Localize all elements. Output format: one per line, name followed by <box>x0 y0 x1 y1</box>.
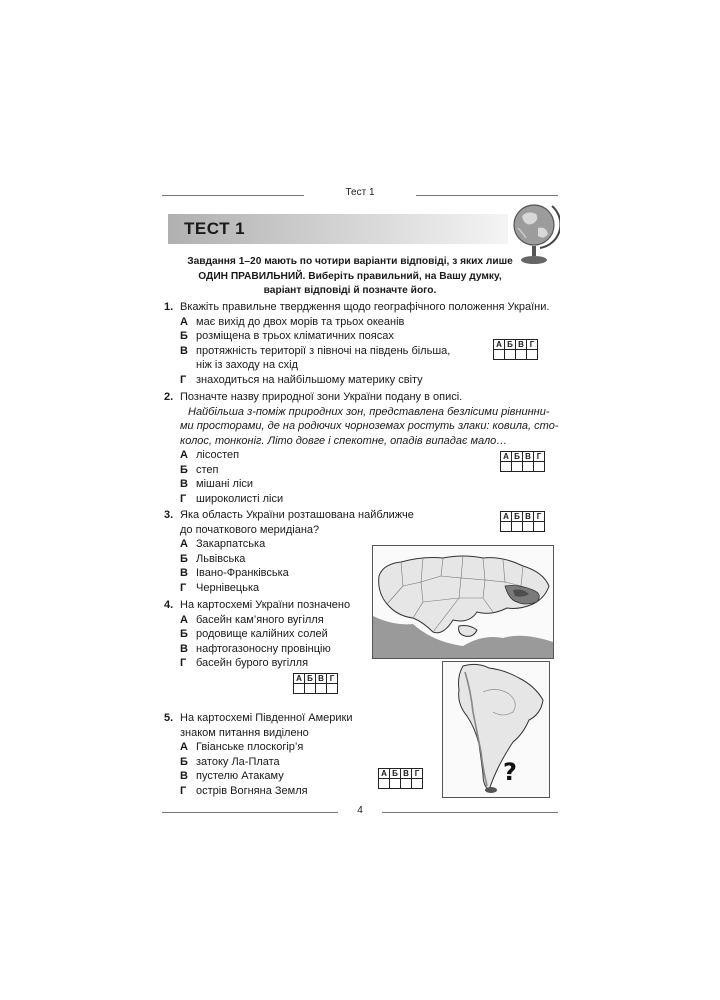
question-number: 5. <box>164 712 174 724</box>
option-letter: А <box>180 449 188 461</box>
option-text: степ <box>196 463 219 476</box>
question-stem: Позначте назву природної зони України подану в описі. <box>180 391 463 403</box>
answer-box[interactable] <box>501 462 512 472</box>
grid-letter: В <box>516 340 527 350</box>
answer-grid-2 <box>500 451 545 472</box>
answer-box[interactable] <box>316 684 327 694</box>
option-d[interactable] <box>180 656 384 671</box>
option-letter: В <box>180 770 188 782</box>
option-letter: Б <box>180 552 188 565</box>
grid-letter: В <box>401 769 412 779</box>
question-stem-line: до початкового меридіана? <box>180 523 320 536</box>
answer-box[interactable] <box>390 779 401 789</box>
option-text: широколисті ліси <box>196 492 284 505</box>
option-letter: В <box>180 567 188 579</box>
grid-letter: Б <box>305 674 316 684</box>
instructions-line-1: Завдання 1–20 мають по чотири варіанти відповіді, з яких лише <box>187 256 513 267</box>
option-letter: Б <box>180 755 188 768</box>
option-text-cont: ніж із заходу на схід <box>196 359 298 371</box>
answer-box[interactable] <box>523 522 534 532</box>
option-letter: Б <box>180 330 188 342</box>
answer-box[interactable] <box>512 522 523 532</box>
grid-letter: В <box>523 452 534 462</box>
option-letter: Г <box>180 784 187 797</box>
question-stem: На картосхемі України позначено <box>180 599 351 611</box>
option-a[interactable] <box>180 315 564 330</box>
grid-letter: Б <box>512 512 523 522</box>
answer-box[interactable] <box>379 779 390 789</box>
header-rule-right <box>416 195 558 196</box>
answer-box[interactable] <box>294 684 305 694</box>
grid-letter: А <box>501 512 512 522</box>
option-text: затоку Ла-Плата <box>196 755 280 768</box>
grid-letter: Б <box>390 769 401 779</box>
answer-grid-4 <box>293 673 338 694</box>
option-letter: Б <box>180 463 188 476</box>
footer-rule-right <box>382 812 558 813</box>
question-number: 4. <box>164 599 174 611</box>
south-america-map <box>442 661 550 798</box>
grid-letter: В <box>523 512 534 522</box>
option-text: має вихід до двох морів та трьох океанів <box>196 315 405 328</box>
grid-letter: Б <box>512 452 523 462</box>
option-text: знаходиться на найбільшому материку світу <box>196 373 423 386</box>
option-text: пустелю Атакаму <box>196 770 284 782</box>
option-text: протяжність території з півночі на південь більша, <box>196 344 451 357</box>
option-text: розміщена в трьох кліматичних поясах <box>196 330 394 342</box>
answer-box[interactable] <box>516 350 527 360</box>
grid-letter: Г <box>534 512 545 522</box>
option-letter: А <box>180 741 188 753</box>
option-b[interactable] <box>180 627 384 642</box>
ukraine-map <box>372 545 554 659</box>
option-a[interactable] <box>180 740 364 755</box>
grid-letter: Г <box>534 452 545 462</box>
answer-box[interactable] <box>505 350 516 360</box>
grid-letter: А <box>494 340 505 350</box>
option-text: басейн бурого вугілля <box>196 657 309 669</box>
option-letter: В <box>180 642 188 655</box>
grid-letter: А <box>379 769 390 779</box>
option-text: острів Вогняна Земля <box>196 784 308 797</box>
answer-grid-3 <box>500 511 545 532</box>
question-2 <box>164 390 564 506</box>
option-c[interactable] <box>180 769 364 784</box>
question-stem-line: Яка область України розташована найближче <box>180 509 414 521</box>
answer-box[interactable] <box>512 462 523 472</box>
answer-box[interactable] <box>501 522 512 532</box>
option-letter: А <box>180 315 188 328</box>
answer-box[interactable] <box>412 779 423 789</box>
option-text: Гвіанське плоскогір’я <box>196 741 304 753</box>
answer-box[interactable] <box>523 462 534 472</box>
answer-box[interactable] <box>305 684 316 694</box>
test-title: ТЕСТ 1 <box>184 219 246 238</box>
grid-letter: Г <box>527 340 538 350</box>
option-letter: Г <box>180 581 187 594</box>
option-letter: А <box>180 538 188 550</box>
option-letter: Г <box>180 492 187 505</box>
option-text: Львівська <box>196 552 246 565</box>
answer-box[interactable] <box>401 779 412 789</box>
grid-letter: Б <box>505 340 516 350</box>
option-text: Івано-Франківська <box>196 567 289 579</box>
option-letter: Г <box>180 657 187 669</box>
instructions <box>185 255 515 299</box>
test-banner <box>168 214 508 244</box>
running-header <box>162 187 558 203</box>
question-area-marker <box>485 787 497 793</box>
answer-box[interactable] <box>494 350 505 360</box>
answer-box[interactable] <box>527 350 538 360</box>
option-d[interactable] <box>180 784 364 799</box>
option-text: басейн кам’яного вугілля <box>196 613 324 626</box>
answer-box[interactable] <box>534 522 545 532</box>
option-letter: В <box>180 478 188 490</box>
option-a[interactable] <box>180 613 384 628</box>
option-text: родовище калійних солей <box>196 628 328 640</box>
option-letter: А <box>180 613 188 626</box>
option-text: мішані ліси <box>196 478 254 490</box>
answer-grid-5 <box>378 768 423 789</box>
globe-icon <box>510 198 560 268</box>
page-footer <box>162 805 558 819</box>
page-number: 4 <box>357 805 363 816</box>
question-number: 3. <box>164 509 174 521</box>
option-b[interactable] <box>180 755 364 770</box>
option-letter: Б <box>180 628 188 640</box>
option-letter: В <box>180 344 188 357</box>
answer-grid-1 <box>493 339 538 360</box>
option-text: нафтогазоносну провінцію <box>196 642 331 655</box>
option-text: Чернівецька <box>196 581 260 594</box>
option-c[interactable] <box>180 642 384 657</box>
grid-letter: Г <box>412 769 423 779</box>
grid-letter: А <box>294 674 305 684</box>
question-number: 1. <box>164 301 174 313</box>
question-4 <box>164 598 384 671</box>
answer-box[interactable] <box>534 462 545 472</box>
option-text: Закарпатська <box>196 538 266 550</box>
instructions-line-3: варіант відповіді й позначте його. <box>263 285 437 296</box>
grid-letter: В <box>316 674 327 684</box>
grid-letter: Г <box>327 674 338 684</box>
question-number: 2. <box>164 391 174 403</box>
option-d[interactable] <box>180 373 564 388</box>
instructions-line-2: ОДИН ПРАВИЛЬНИЙ. Виберіть правильний, на Вашу думку, <box>198 270 502 282</box>
question-5 <box>164 711 364 798</box>
zone-description-line: ми просторами, де на родючих чорноземах ростуть злаки: ковила, сто- <box>180 420 559 432</box>
option-text: лісостеп <box>196 449 240 461</box>
question-stem: Вкажіть правильне твердження щодо географічного положення України. <box>180 301 550 313</box>
question-stem-line: знаком питання виділено <box>180 726 309 739</box>
zone-description-line: колос, тонконіг. Літо довге і спекотне, опадів випадає мало… <box>180 434 508 447</box>
option-d[interactable] <box>180 492 564 507</box>
question-stem-line: На картосхемі Південної Америки <box>180 712 353 724</box>
grid-letter: А <box>501 452 512 462</box>
question-mark: ? <box>503 758 517 786</box>
answer-box[interactable] <box>327 684 338 694</box>
running-title: Тест 1 <box>345 187 375 198</box>
option-c[interactable] <box>180 477 564 492</box>
zone-description-line: Найбільша з-поміж природних зон, представлена безлісими рівнинни- <box>188 405 550 418</box>
option-letter: Г <box>180 373 187 386</box>
